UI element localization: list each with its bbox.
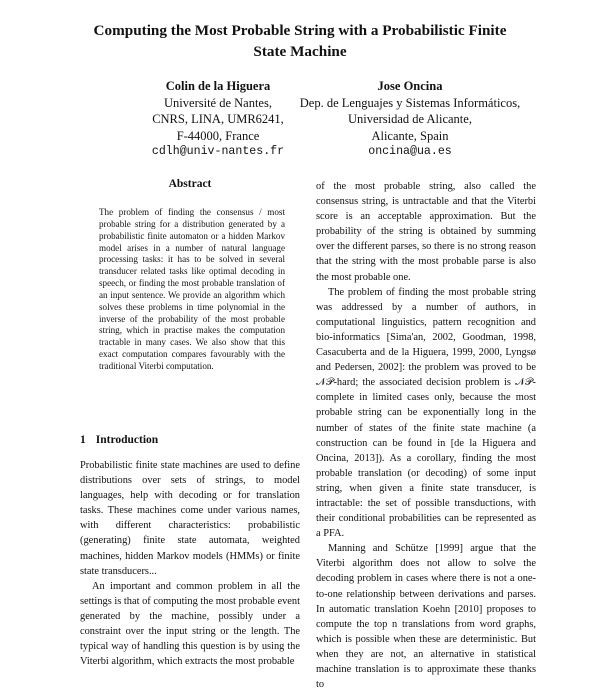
- author-affiliation-line: F-44000, France: [176, 128, 260, 143]
- author-block-1: [118, 78, 318, 161]
- author-email: oncina@ua.es: [368, 145, 452, 158]
- abstract-text: The problem of finding the consensus / most probable string for a distribution generated by a probabilistic finite automaton or a hidden Markov model arises in a number of natural language processing tasks: it has to be solved in several transducer related tasks like optimal decoding in speech, or finding the most probable translation of an input sentence. We provide an algorithm which solves these problems in time polynomial in the inverse of the probability of the most probable string, which in practise makes the computation tractable in many cases. We also show that this exact computation compares favourably with the traditional Viterbi computation.: [99, 207, 285, 371]
- author-affiliation-line: Dep. de Lenguajes y Sistemas Informáticos,: [299, 95, 521, 110]
- section-number: 1: [80, 434, 86, 446]
- author-email: cdlh@univ-nantes.fr: [151, 145, 285, 158]
- body-paragraph: Manning and Schütze [1999] argue that the Viterbi algorithm does not allow to solve the decoding problem in cases where there is not a one-to-one relationship between derivations and parses. In automatic translation Koehn [2010] proposes to compute the top n translations from word graphs, which is possible when these are deterministic. But when they are not, an alternative in statistical machine translation is to approximate these thanks to: [316, 543, 536, 691]
- section-title: Introduction: [95, 434, 159, 446]
- author-name: Jose Oncina: [377, 79, 443, 93]
- paper-title: Computing the Most Probable String with a Probabilistic Finite State Machine: [93, 22, 507, 60]
- author-affiliation-line: Alicante, Spain: [371, 128, 449, 143]
- body-paragraph: of the most probable string, also called the consensus string, is untractable and that the Viterbi score is an acceptable approximation. But the probability of the string is obtained by summing over the different parses, so there is no strong reason that the string with the most probable parse is also the most probable one.: [316, 181, 536, 283]
- author-name: Colin de la Higuera: [165, 79, 271, 93]
- right-column-body: [316, 179, 536, 692]
- section-heading: [80, 434, 158, 446]
- body-paragraph: Probabilistic finite state machines are used to define distributions over sets of strings, to model languages, help with decoding or for translation tasks. These machines come under various names, with different characteristics: probabilistic (generating) finite state automata, weighted machines, hidden Markov models (HMMs) or finite state transducers...: [80, 460, 300, 577]
- author-block-2: [298, 78, 522, 161]
- left-column-body: [80, 458, 300, 669]
- abstract-heading: Abstract: [168, 178, 212, 190]
- author-affiliation-line: Universidad de Alicante,: [348, 112, 472, 126]
- author-affiliation-line: CNRS, LINA, UMR6241,: [152, 112, 284, 126]
- author-affiliation-line: Université de Nantes,: [164, 95, 272, 110]
- body-paragraph: An important and common problem in all the settings is that of computing the most probable event generated by the machine, possibly under a constraint over the input string or the length. The typical way of handling this question is by using the Viterbi algorithm, which extracts the most probable: [80, 580, 300, 668]
- body-paragraph: The problem of finding the most probable string was addressed by a number of authors, in computational linguistics, pattern recognition and bio-informatics [Sima'an, 2002, Goodman, 1998, Casacuberta and de la Higuera, 1999, 2000, Lyngsø and Pedersen, 2002]: the problem was proved to be 𝒩𝒫-hard; the associated decision problem is 𝒩𝒫-complete in limited cases only, because the most probable string can be exponentially long in the number of states of the finite state machine (a construction can be found in [de la Higuera and Oncina, 2013]). As a corollary, finding the most probable translation (or decoding) of some input string, when given a finite state transducer, is intractable: the set of possible transductions, with their conditional probabilities can be represented as a PFA.: [316, 286, 536, 540]
